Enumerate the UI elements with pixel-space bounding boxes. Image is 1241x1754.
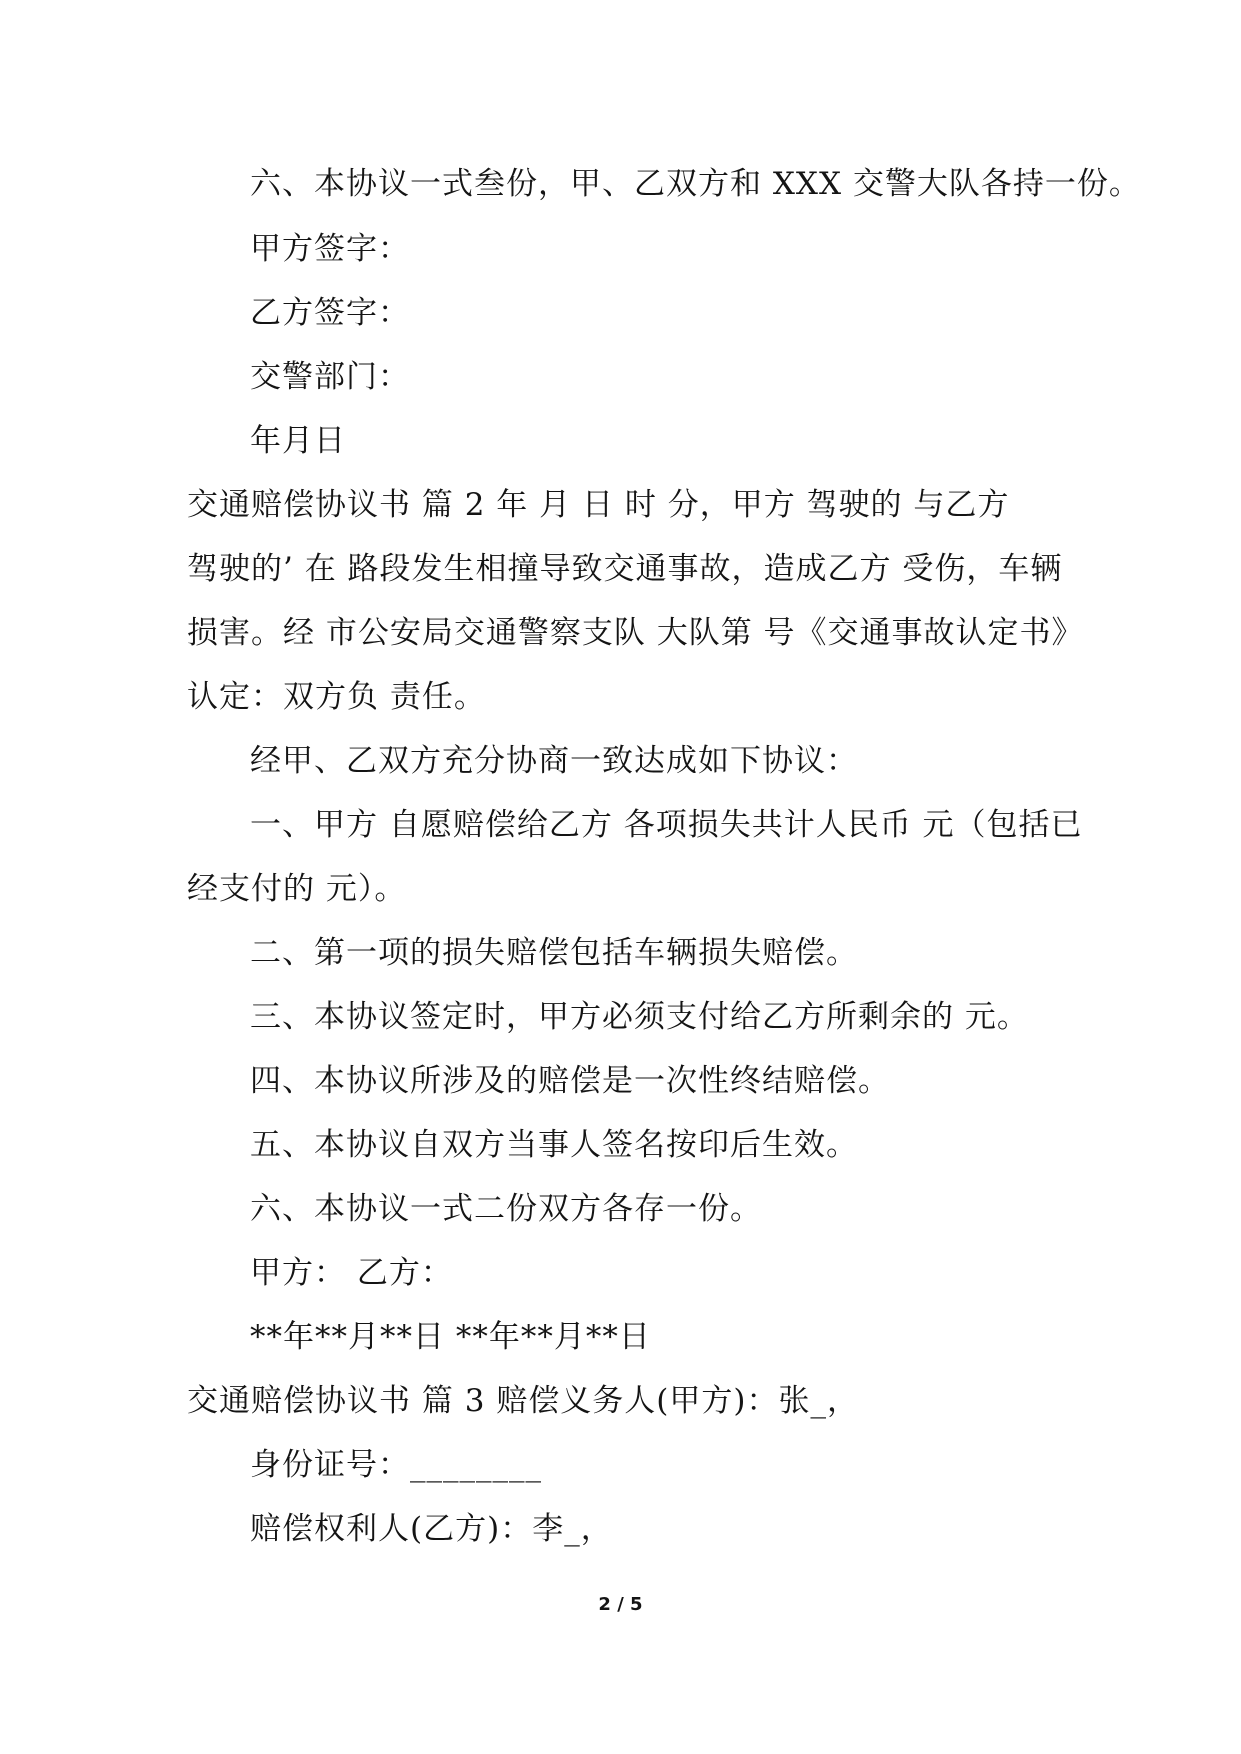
claimant-line: 赔偿权利人(乙方)：李_，: [250, 1511, 613, 1547]
paragraph-line: 驾驶的’ 在 路段发生相撞导致交通事故，造成乙方 受伤，车辆: [187, 551, 1063, 587]
clause-one: 一、甲方 自愿赔偿给乙方 各项损失共计人民币 元（包括已: [250, 807, 1083, 843]
party-a-signature-line: 甲方签字：: [250, 231, 410, 267]
section-heading-part-2: 交通赔偿协议书 篇 2 年 月 日 时 分，甲方 驾驶的 与乙方: [187, 487, 1010, 523]
paragraph-line: 损害。经 市公安局交通警察支队 大队第 号《交通事故认定书》: [187, 615, 1084, 651]
parties-signature-line: 甲方： 乙方：: [250, 1255, 453, 1291]
clause-three: 三、本协议签定时，甲方必须支付给乙方所剩余的 元。: [250, 999, 1029, 1035]
paragraph-line: 认定：双方负 责任。: [187, 679, 486, 715]
date-line: 年月日: [250, 423, 346, 459]
clause-two: 二、第一项的损失赔偿包括车辆损失赔偿。: [250, 935, 858, 971]
clause-one-continued: 经支付的 元）。: [187, 871, 407, 907]
id-number-line: 身份证号：________: [250, 1447, 542, 1483]
page-number: 2 / 5: [598, 1594, 643, 1615]
agreement-intro: 经甲、乙双方充分协商一致达成如下协议：: [250, 743, 858, 779]
section-heading-part-3: 交通赔偿协议书 篇 3 赔偿义务人(甲方)：张_，: [187, 1383, 859, 1419]
signature-dates-line: **年**月**日 **年**月**日: [250, 1319, 651, 1355]
clause-four: 四、本协议所涉及的赔偿是一次性终结赔偿。: [250, 1063, 890, 1099]
traffic-police-line: 交警部门：: [250, 359, 410, 395]
clause-six-copies-three: 六、本协议一式叁份，甲、乙双方和 XXX 交警大队各持一份。: [250, 166, 1141, 202]
clause-six: 六、本协议一式二份双方各存一份。: [250, 1191, 762, 1227]
clause-five: 五、本协议自双方当事人签名按印后生效。: [250, 1127, 858, 1163]
party-b-signature-line: 乙方签字：: [250, 295, 410, 331]
